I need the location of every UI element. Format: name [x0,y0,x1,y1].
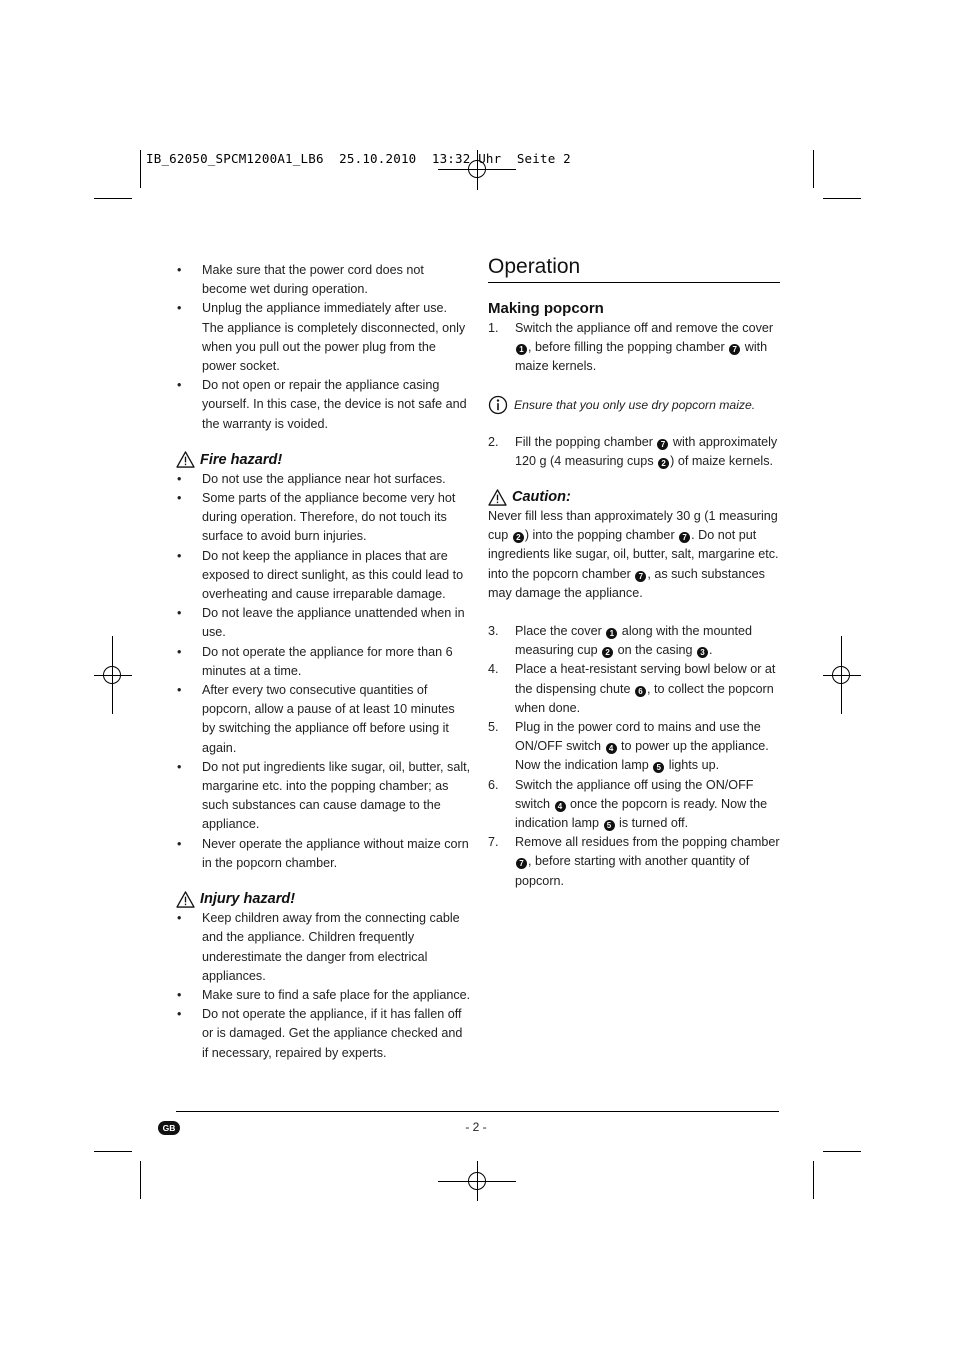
list-item: 4. Place a heat-resistant serving bowl below or at the dispensing chute 6 , to collect the popcorn when done. [488,662,776,715]
ref-badge: 2 [658,458,669,469]
list-item: • Do not open or repair the appliance casing yourself. In this case, the device is not safe and the warranty is voided. [176,376,471,434]
ref-badge: 1 [516,344,527,355]
info-note [488,395,780,415]
page-number: - 2 - [465,1120,487,1134]
warning-icon [488,489,507,506]
ref-badge: 1 [606,628,617,639]
steps-list-a [488,319,780,377]
list-item: • Do not operate the appliance, if it has fallen off or is damaged. Get the appliance checked and if necessary, repaired by experts. [176,1005,471,1063]
caution-title: Caution: [512,489,571,506]
list-item: • Make sure to find a safe place for the appliance. [176,986,471,1005]
section-title: Operation [488,254,780,283]
list-item: • Some parts of the appliance become very hot during operation. Therefore, do not touch its surface to avoid burn injuries. [176,489,471,547]
list-item: • Do not operate the appliance for more than 6 minutes at a time. [176,643,471,681]
ref-badge: 5 [604,820,615,831]
steps-list-c [488,622,780,891]
caution-heading [488,487,780,507]
caution-text: Never fill less than approximately 30 g (1 measuring cup 2 ) into the popping chamber 7 . Do not put ingredients like sugar, oil, butter, salt, margarine etc. into the popcorn chamber 7 , as such substances may damage the appliance. [488,509,779,600]
list-item: 6. Switch the appliance off using the ON/OFF switch 4 once the popcorn is ready. Now the indication lamp 5 is turned off. [488,777,768,831]
info-icon [488,395,508,415]
registration-circle [832,666,850,684]
list-item: 3. Place the cover 1 along with the mounted measuring cup 2 on the casing 3 . [488,624,753,658]
list-item: 5. Plug in the power cord to mains and use the ON/OFF switch 4 to power up the appliance. Now the indication lamp 5 lights up. [488,720,769,773]
injury-hazard-title: Injury hazard! [200,891,296,908]
list-item: • Do not put ingredients like sugar, oil, butter, salt, margarine etc. into the popping chamber; as such substances can cause damage to the appliance. [176,758,471,835]
subsection-title: Making popcorn [488,300,604,317]
ref-badge: 7 [657,439,668,450]
ref-badge: 5 [653,762,664,773]
crop-mark [813,150,814,188]
ref-badge: 2 [513,532,524,543]
list-item: • Do not use the appliance near hot surfaces. [176,470,471,489]
crop-mark [140,150,141,188]
list-item: • Do not leave the appliance unattended when in use. [176,604,471,642]
injury-hazard-list [176,909,471,1063]
footer-rule [176,1111,779,1112]
list-item: 2. Fill the popping chamber 7 with approximately 120 g (4 measuring cups 2 ) of maize kernels. [488,434,778,468]
ref-badge: 7 [635,571,646,582]
list-item: • Never operate the appliance without maize corn in the popcorn chamber. [176,835,471,873]
safety-list [176,261,471,434]
fire-hazard-heading [176,450,471,470]
crop-mark [813,1161,814,1199]
list-item: • Make sure that the power cord does not become wet during operation. [176,261,471,299]
list-item: • Unplug the appliance immediately after use. The appliance is completely disconnected, only when you pull out the power plug from the power socket. [176,299,471,376]
list-item: • Do not keep the appliance in places that are exposed to direct sunlight, as this could lead to overheating and cause irreparable damage. [176,547,471,605]
ref-badge: 6 [635,686,646,697]
right-column [488,254,780,891]
fire-hazard-title: Fire hazard! [200,451,283,468]
fire-hazard-list [176,470,471,873]
left-column [176,261,471,1063]
list-item: • After every two consecutive quantities of popcorn, allow a pause of at least 10 minutes by switching the appliance off before using it again. [176,681,471,758]
ref-badge: 7 [679,532,690,543]
list-item: 7. Remove all residues from the popping chamber 7 , before starting with another quantity of popcorn. [488,835,780,888]
crop-mark [94,1151,132,1152]
language-badge: GB [158,1121,180,1135]
ref-badge: 7 [729,344,740,355]
crop-mark [823,198,861,199]
registration-circle [468,1172,486,1190]
ref-badge: 7 [516,858,527,869]
ref-badge: 4 [606,743,617,754]
info-text: Ensure that you only use dry popcorn maize. [514,397,756,412]
crop-mark [140,1161,141,1199]
ref-badge: 3 [697,647,708,658]
print-slug: IB_62050_SPCM1200A1_LB6 25.10.2010 13:32 Uhr Seite 2 [146,151,571,166]
warning-icon [176,451,195,468]
crop-mark [823,1151,861,1152]
ref-badge: 4 [555,801,566,812]
list-item: 1. Switch the appliance off and remove the cover 1 , before filling the popping chamber 7 with maize kernels. [488,321,774,374]
steps-list-b [488,433,780,471]
warning-icon [176,891,195,908]
list-item: • Keep children away from the connecting cable and the appliance. Children frequently underestimate the danger from electrical appliances. [176,909,471,986]
registration-circle [103,666,121,684]
ref-badge: 2 [602,647,613,658]
crop-mark [94,198,132,199]
injury-hazard-heading [176,889,471,909]
